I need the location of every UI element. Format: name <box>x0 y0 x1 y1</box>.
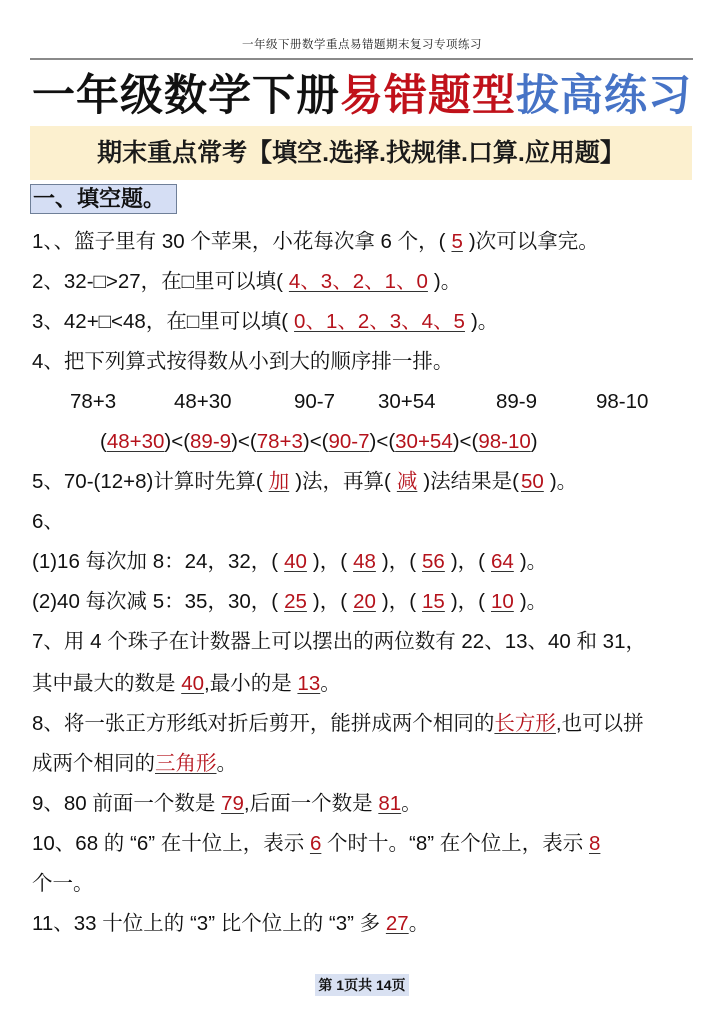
question-8-line-1 <box>32 710 644 738</box>
question-text: )法，再算( <box>295 470 391 493</box>
question-text: )。 <box>470 310 499 333</box>
expression: 48+30 <box>174 390 232 413</box>
answer: 79 <box>221 792 244 815</box>
question-3 <box>32 308 498 336</box>
question-6-part-2: (2)40 每次减 5：35，30，( 25 )，( 20 )，( 15 )，( 10 )。 <box>32 590 548 613</box>
question-10-line-2: 个一。 <box>32 872 94 895</box>
answer: 5 <box>451 230 463 253</box>
running-header: 一年级下册数学重点易错题期末复习专项练习 <box>242 39 482 51</box>
question-text: 其中最大的数是 <box>32 672 182 695</box>
answer: 90-7 <box>328 430 370 453</box>
question-9 <box>32 790 422 818</box>
answer: 64 <box>491 550 514 573</box>
question-4: 4、把下列算式按得数从小到大的顺序排一排。 <box>32 350 454 373</box>
question-text: )。 <box>433 270 462 293</box>
answer: 15 <box>422 590 445 613</box>
expression: 78+3 <box>70 390 117 413</box>
question-text: 2、32-□>27，在□里可以填( <box>32 270 283 293</box>
question-text: 5、70-(12+8)计算时先算( <box>32 470 263 493</box>
question-2 <box>32 268 461 296</box>
answer: 27 <box>385 912 409 935</box>
question-text: (1)16 每次加 8：24，32， <box>32 550 272 573</box>
header-divider <box>30 58 693 60</box>
question-1 <box>32 228 599 256</box>
answer: 89-9 <box>190 430 232 453</box>
answer: 三角形 <box>155 752 217 775</box>
section-heading-fill-in: 一、填空题。 <box>30 184 177 214</box>
question-text: ,后面一个数是 <box>243 792 379 815</box>
answer: 13 <box>297 672 321 695</box>
answer: 25 <box>284 590 307 613</box>
question-text: ,也可以拼 <box>555 712 644 735</box>
question-text: ,最小的是 <box>204 672 298 695</box>
question-6-part-1: (1)16 每次加 8：24，32，( 40 )，( 48 )，( 56 )，( 64 )。 <box>32 550 548 573</box>
question-text: (2)40 每次减 5：35，30， <box>32 590 272 613</box>
question-text: 成两个相同的 <box>32 752 155 775</box>
expression-list <box>70 388 648 416</box>
answer: 减 <box>396 470 418 493</box>
question-text: )。 <box>549 470 578 493</box>
question-text: )次可以拿完。 <box>468 230 599 253</box>
answer: 8 <box>589 832 601 855</box>
expression: 98-10 <box>596 390 649 413</box>
answer: 40 <box>181 672 205 695</box>
question-text: 。 <box>408 912 430 935</box>
answer: 98-10 <box>478 430 531 453</box>
question-text: 。 <box>216 752 237 775</box>
page-number: 第 1页共 14页 <box>315 974 408 996</box>
answer: 78+3 <box>256 430 303 453</box>
page-title <box>0 64 724 128</box>
answer: 4、3、2、1、0 <box>288 270 428 293</box>
answer: 30+54 <box>395 430 453 453</box>
question-text: 1、、篮子里有 30 个苹果，小花每次拿 6 个，( <box>32 230 446 253</box>
question-text: )法结果是( <box>423 470 519 493</box>
answer: 长方形 <box>494 712 556 735</box>
answer: 40 <box>284 550 307 573</box>
question-11 <box>32 910 429 938</box>
answer: 10 <box>491 590 514 613</box>
page-footer <box>0 974 724 996</box>
title-part-2: 易错题型 <box>340 72 516 120</box>
question-text: 10、68 的 “6” 在十位上，表示 <box>32 832 310 855</box>
answer: 20 <box>353 590 376 613</box>
question-7-line-2 <box>32 670 341 698</box>
question-text: 11、33 十位上的 “3” 比个位上的 “3” 多 <box>32 912 386 935</box>
question-10-line-1 <box>32 830 600 858</box>
answer: 81 <box>378 792 402 815</box>
expression: 90-7 <box>294 390 336 413</box>
title-part-3: 拔高练习 <box>516 72 692 120</box>
subtitle-banner: 期末重点常考【填空.选择.找规律.口算.应用题】 <box>30 126 692 180</box>
question-text: 8、将一张正方形纸对折后剪开，能拼成两个相同的 <box>32 712 495 735</box>
expression: 89-9 <box>496 390 538 413</box>
title-part-1: 一年级数学下册 <box>32 72 340 120</box>
expression: 30+54 <box>378 390 436 413</box>
question-text: 3、42+□<48，在□里可以填( <box>32 310 289 333</box>
question-text: 。 <box>320 672 341 695</box>
answer: 48 <box>353 550 376 573</box>
question-text: 。 <box>401 792 422 815</box>
answer: 56 <box>422 550 445 573</box>
answer: 50 <box>521 470 544 493</box>
answer: 48+30 <box>106 430 165 453</box>
answer: 0、1、2、3、4、5 <box>294 310 465 333</box>
question-text: 9、80 前面一个数是 <box>32 792 222 815</box>
question-7-line-1: 7、用 4 个珠子在计数器上可以摆出的两位数有 22、13、40 和 31， <box>32 630 646 653</box>
question-8-line-2 <box>32 750 237 778</box>
question-text: 个时十。“8” 在个位上，表示 <box>321 832 589 855</box>
question-5 <box>32 468 577 496</box>
question-6: 6、 <box>32 510 64 533</box>
ordered-answer: (48+30)<(89-9)<(78+3)<(90-7)<(30+54)<(98-10) <box>100 430 538 453</box>
answer: 6 <box>309 832 322 855</box>
answer: 加 <box>268 470 290 493</box>
